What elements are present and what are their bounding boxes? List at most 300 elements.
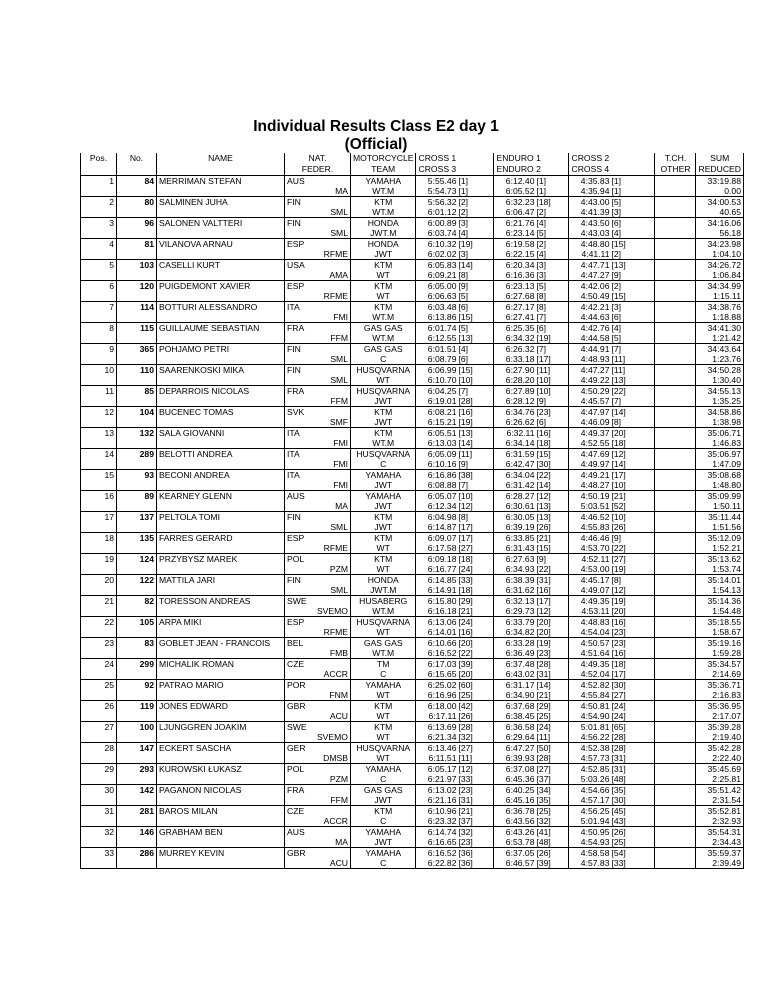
cross3-cell: [416, 858, 494, 869]
page-title: Individual Results Class E2 day 1: [253, 118, 499, 135]
cross4-time: 4:44.63: [580, 312, 610, 322]
enduro2-time: 6:45.16: [505, 795, 535, 805]
cross4-rank: [22]: [611, 543, 626, 553]
enduro1-rank: [1]: [536, 176, 547, 186]
tch-cell: [655, 197, 696, 208]
enduro2-rank: [25]: [536, 711, 551, 721]
cross3-time: 6:23.32: [427, 816, 457, 826]
cross3-time: 6:21.16: [427, 795, 457, 805]
enduro1-cell: [494, 176, 569, 187]
enduro2-cell: [494, 711, 569, 722]
federation: MA: [335, 501, 348, 511]
team-cell: [351, 417, 416, 428]
position: 22: [104, 617, 114, 627]
cross4-cell: [569, 564, 655, 575]
cross2-rank: [45]: [611, 806, 626, 816]
cross2-rank: [6]: [611, 218, 622, 228]
reduced-time: 1:51.56: [712, 522, 741, 532]
sum-time: 35:59.37: [707, 848, 741, 858]
team: JWT: [374, 501, 393, 511]
name-cell-2: [157, 690, 285, 701]
cross1-time: 6:04.98: [427, 512, 457, 522]
cross4-rank: [30]: [611, 795, 626, 805]
sum-cell: [696, 323, 744, 334]
name-cell-2: [157, 816, 285, 827]
enduro1-rank: [20]: [536, 617, 551, 627]
cross2-rank: [26]: [611, 827, 626, 837]
rider-number: 115: [140, 323, 154, 333]
enduro2-rank: [13]: [536, 501, 551, 511]
name-cell-2: [157, 312, 285, 323]
rider-number: 96: [144, 218, 154, 228]
cross2-cell: [569, 554, 655, 565]
motorcycle-cell: [351, 344, 416, 355]
cross4-rank: [31]: [611, 753, 626, 763]
rider-name: MERRIMAN STEFAN: [159, 176, 242, 186]
enduro1-time: 6:37.08: [505, 764, 535, 774]
enduro1-rank: [14]: [536, 680, 551, 690]
team-cell: [351, 795, 416, 806]
tch-cell: [655, 491, 696, 502]
cross4-rank: [4]: [611, 228, 622, 238]
motorcycle: KTM: [374, 722, 393, 732]
motorcycle: HONDA: [367, 575, 399, 585]
cross2-time: 4:50.81: [580, 701, 610, 711]
cross3-time: 6:19.01: [427, 396, 457, 406]
enduro1-rank: [6]: [536, 323, 547, 333]
rider-number: 82: [144, 596, 154, 606]
enduro2-cell: [494, 312, 569, 323]
cross3-rank: [15]: [458, 312, 473, 322]
name-cell-2: [157, 627, 285, 638]
motorcycle-cell: [351, 407, 416, 418]
cross4-cell: [569, 816, 655, 827]
cross4-time: 4:47.27: [580, 270, 610, 280]
enduro1-time: 6:27.63: [505, 554, 535, 564]
cross3-time: 6:21.34: [427, 732, 457, 742]
enduro1-time: 6:31.17: [505, 680, 535, 690]
sum-time: 35:54.31: [707, 827, 741, 837]
cross2-rank: [18]: [611, 659, 626, 669]
name-cell: [157, 323, 285, 334]
cross4-rank: [33]: [611, 858, 626, 868]
rider-name: MURREY KEVIN: [159, 848, 225, 858]
position-cell: [81, 365, 117, 376]
cross3-cell: [416, 711, 494, 722]
federation: SML: [330, 228, 348, 238]
rider-number: 137: [139, 512, 154, 522]
number-cell: [117, 218, 157, 229]
motorcycle-cell: [351, 659, 416, 670]
federation: SML: [330, 585, 348, 595]
name-cell: [157, 659, 285, 670]
position-cell: [81, 785, 117, 796]
enduro2-time: 6:31.42: [505, 480, 535, 490]
sum-cell: [696, 281, 744, 292]
position-cell: [81, 302, 117, 313]
motorcycle: YAMAHA: [365, 470, 402, 480]
name-cell-2: [157, 480, 285, 491]
enduro2-rank: [1]: [536, 186, 547, 196]
enduro2-rank: [12]: [536, 606, 551, 616]
cross3-cell: [416, 207, 494, 218]
position-cell: [81, 701, 117, 712]
federation-cell: [285, 585, 351, 596]
table-row-second-line: [81, 291, 744, 302]
reduced-cell: [696, 228, 744, 239]
position-cell-2: [81, 417, 117, 428]
cross2-cell: [569, 743, 655, 754]
position: 30: [104, 785, 114, 795]
cross2-rank: [24]: [611, 701, 626, 711]
position: 15: [104, 470, 114, 480]
enduro1-cell: [494, 554, 569, 565]
team: WT.M: [372, 312, 395, 322]
cross1-rank: [20]: [458, 638, 473, 648]
rider-name: PELTOLA TOMI: [159, 512, 220, 522]
cross1-rank: [38]: [458, 470, 473, 480]
cross2-rank: [4]: [611, 323, 622, 333]
enduro2-cell: [494, 669, 569, 680]
nation: FRA: [287, 785, 305, 795]
cross3-cell: [416, 291, 494, 302]
team: JWT: [374, 417, 393, 427]
cross4-cell: [569, 669, 655, 680]
cross2-time: 4:43.00: [580, 197, 610, 207]
tch-cell-2: [655, 774, 696, 785]
reduced-cell: [696, 732, 744, 743]
sum-time: 35:42.28: [707, 743, 741, 753]
cross4-cell: [569, 585, 655, 596]
number-cell-2: [117, 543, 157, 554]
cross2-time: 4:50.57: [580, 638, 610, 648]
enduro2-time: 6:06.47: [505, 207, 535, 217]
cross1-time: 6:05.09: [427, 449, 457, 459]
motorcycle-cell: [351, 743, 416, 754]
rider-name: MATTILA JARI: [159, 575, 216, 585]
cross4-cell: [569, 291, 655, 302]
motorcycle: HONDA: [367, 239, 399, 249]
sum-cell: [696, 680, 744, 691]
cross1-rank: [4]: [458, 344, 469, 354]
sum-time: 35:12.09: [707, 533, 741, 543]
position: 5: [109, 260, 114, 270]
rider-number: 114: [140, 302, 154, 312]
cross4-time: 4:43.03: [580, 228, 610, 238]
cross3-cell: [416, 480, 494, 491]
enduro1-cell: [494, 449, 569, 460]
reduced-cell: [696, 459, 744, 470]
sum-cell: [696, 659, 744, 670]
position-cell: [81, 743, 117, 754]
cross1-rank: [7]: [458, 386, 469, 396]
sum-time: 35:06.71: [707, 428, 741, 438]
enduro2-cell: [494, 564, 569, 575]
table-row-second-line: [81, 459, 744, 470]
federation: FFM: [330, 795, 348, 805]
name-cell-2: [157, 354, 285, 365]
motorcycle: KTM: [374, 806, 393, 816]
reduced-time: 1:48.80: [712, 480, 741, 490]
enduro1-time: 6:20.34: [505, 260, 535, 270]
cross4-cell: [569, 228, 655, 239]
cross1-rank: [60]: [458, 680, 473, 690]
sum-time: 35:14.36: [707, 596, 741, 606]
cross4-rank: [23]: [611, 627, 626, 637]
enduro2-rank: [9]: [536, 396, 547, 406]
sum-cell: [696, 617, 744, 628]
sum-cell: [696, 470, 744, 481]
cross3-cell: [416, 228, 494, 239]
number-cell-2: [117, 459, 157, 470]
enduro2-time: 6:22.15: [505, 249, 535, 259]
position: 23: [104, 638, 114, 648]
table-row: [81, 596, 744, 607]
cross1-rank: [42]: [458, 701, 473, 711]
number-cell: [117, 491, 157, 502]
table-row: [81, 659, 744, 670]
cross4-time: 4:54.93: [580, 837, 610, 847]
sum-cell: [696, 449, 744, 460]
reduced-cell: [696, 795, 744, 806]
table-row-second-line: [81, 606, 744, 617]
federation-cell: [285, 711, 351, 722]
cross1-cell: [416, 722, 494, 733]
nation-cell: [285, 386, 351, 397]
team: WT.M: [372, 207, 395, 217]
table-row: [81, 743, 744, 754]
team: WT.M: [372, 186, 395, 196]
cross3-rank: [5]: [458, 291, 469, 301]
cross4-rank: [3]: [611, 207, 622, 217]
nation-cell: [285, 806, 351, 817]
motorcycle: YAMAHA: [365, 848, 402, 858]
number-cell: [117, 806, 157, 817]
federation: SVEMO: [316, 732, 348, 742]
tch-cell: [655, 722, 696, 733]
cross2-time: 4:35.83: [580, 176, 610, 186]
cross4-time: 4:57.73: [580, 753, 610, 763]
enduro2-rank: [21]: [536, 690, 551, 700]
federation: RFME: [323, 627, 348, 637]
reduced-cell: [696, 564, 744, 575]
number-cell: [117, 365, 157, 376]
enduro2-rank: [2]: [536, 207, 547, 217]
rider-number: 103: [139, 260, 154, 270]
federation: ACCR: [323, 816, 348, 826]
team: WT: [376, 270, 390, 280]
cross2-rank: [31]: [611, 764, 626, 774]
tch-cell: [655, 323, 696, 334]
reduced-time: 2:17.07: [712, 711, 741, 721]
enduro2-rank: [22]: [536, 564, 551, 574]
tch-cell-2: [655, 732, 696, 743]
number-cell-2: [117, 291, 157, 302]
team-cell: [351, 270, 416, 281]
position-cell-2: [81, 753, 117, 764]
cross3-cell: [416, 501, 494, 512]
motorcycle-cell: [351, 281, 416, 292]
cross3-cell: [416, 606, 494, 617]
sum-cell: [696, 365, 744, 376]
enduro1-cell: [494, 239, 569, 250]
position: 1: [109, 176, 114, 186]
enduro1-cell: [494, 407, 569, 418]
table-row: [81, 407, 744, 418]
reduced-time: 1:23.76: [712, 354, 741, 364]
cross3-time: 6:14.91: [427, 585, 457, 595]
tch-cell-2: [655, 669, 696, 680]
cross1-time: 6:04.25: [427, 386, 457, 396]
enduro1-rank: [18]: [536, 197, 551, 207]
enduro1-cell: [494, 785, 569, 796]
table-row-second-line: [81, 627, 744, 638]
cross2-cell: [569, 323, 655, 334]
rider-number: 147: [139, 743, 154, 753]
cross3-rank: [18]: [458, 585, 473, 595]
reduced-cell: [696, 249, 744, 260]
motorcycle-cell: [351, 596, 416, 607]
cross4-cell: [569, 207, 655, 218]
position: 6: [109, 281, 114, 291]
enduro2-rank: [20]: [536, 627, 551, 637]
name-cell: [157, 281, 285, 292]
position: 20: [104, 575, 114, 585]
enduro1-cell: [494, 638, 569, 649]
reduced-time: 2:32.93: [712, 816, 741, 826]
sum-time: 34:16.06: [707, 218, 741, 228]
cross2-time: 4:52.11: [581, 554, 610, 564]
federation: FFM: [330, 396, 348, 406]
cross4-rank: [27]: [611, 690, 626, 700]
federation-cell: [285, 249, 351, 260]
cross1-cell: [416, 218, 494, 229]
nation: ESP: [287, 533, 305, 543]
enduro1-time: 6:33.79: [505, 617, 535, 627]
cross1-rank: [15]: [458, 365, 473, 375]
name-cell: [157, 827, 285, 838]
position-cell-2: [81, 690, 117, 701]
position-cell-2: [81, 312, 117, 323]
position: 29: [104, 764, 114, 774]
cross3-time: 6:08.88: [427, 480, 457, 490]
federation-cell: [285, 438, 351, 449]
table-row-second-line: [81, 585, 744, 596]
table-row: [81, 428, 744, 439]
enduro1-rank: [2]: [536, 239, 547, 249]
cross4-rank: [9]: [611, 270, 622, 280]
federation: AMA: [329, 270, 348, 280]
cross2-rank: [9]: [611, 533, 622, 543]
number-cell: [117, 323, 157, 334]
team-cell: [351, 228, 416, 239]
enduro1-rank: [22]: [536, 470, 551, 480]
table-row: [81, 617, 744, 628]
reduced-cell: [696, 480, 744, 491]
cross3-rank: [16]: [458, 627, 473, 637]
number-cell-2: [117, 816, 157, 827]
enduro2-rank: [19]: [536, 333, 551, 343]
enduro1-rank: [41]: [536, 827, 551, 837]
tch-cell-2: [655, 648, 696, 659]
cross3-rank: [11]: [458, 753, 473, 763]
sum-cell: [696, 848, 744, 859]
cross1-rank: [11]: [458, 449, 473, 459]
cross4-time: 4:55.83: [580, 522, 610, 532]
federation-cell: [285, 627, 351, 638]
number-cell-2: [117, 837, 157, 848]
cross4-rank: [13]: [611, 375, 626, 385]
cross4-time: 4:41.39: [580, 207, 610, 217]
enduro2-time: 6:46.57: [505, 858, 535, 868]
enduro2-time: 6:29.73: [505, 606, 535, 616]
reduced-cell: [696, 291, 744, 302]
enduro2-cell: [494, 207, 569, 218]
cross2-time: 4:52.85: [580, 764, 610, 774]
rider-number: 299: [139, 659, 154, 669]
cross1-rank: [12]: [458, 764, 473, 774]
motorcycle: GAS GAS: [363, 638, 403, 648]
cross1-time: 6:15.80: [427, 596, 457, 606]
cross3-rank: [26]: [458, 711, 473, 721]
federation: PZM: [329, 774, 348, 784]
enduro2-cell: [494, 291, 569, 302]
reduced-time: 1:06.84: [712, 270, 741, 280]
cross2-time: 4:46.52: [580, 512, 610, 522]
cross3-time: 6:22.82: [427, 858, 457, 868]
enduro2-time: 6:31.62: [505, 585, 535, 595]
cross3-rank: [31]: [458, 795, 473, 805]
table-row: [81, 239, 744, 250]
name-cell-2: [157, 333, 285, 344]
name-cell-2: [157, 501, 285, 512]
enduro1-time: 6:32.23: [505, 197, 535, 207]
federation: SML: [330, 375, 348, 385]
cross2-cell: [569, 848, 655, 859]
cross1-rank: [24]: [458, 617, 473, 627]
cross1-rank: [23]: [458, 785, 473, 795]
team-cell: [351, 837, 416, 848]
federation-cell: [285, 270, 351, 281]
enduro2-cell: [494, 375, 569, 386]
name-cell-2: [157, 753, 285, 764]
team-cell: [351, 690, 416, 701]
cross3-cell: [416, 774, 494, 785]
cross2-cell: [569, 260, 655, 271]
position-cell-2: [81, 585, 117, 596]
tch-cell: [655, 806, 696, 817]
cross4-time: 4:46.09: [580, 417, 610, 427]
federation-cell: [285, 837, 351, 848]
cross4-rank: [26]: [611, 522, 626, 532]
col-no-header: No.: [117, 153, 157, 176]
cross1-rank: [28]: [458, 722, 473, 732]
table-row-second-line: [81, 690, 744, 701]
cross2-cell: [569, 575, 655, 586]
enduro2-cell: [494, 795, 569, 806]
federation-cell: [285, 564, 351, 575]
name-cell-2: [157, 795, 285, 806]
team-cell: [351, 753, 416, 764]
table-row-second-line: [81, 417, 744, 428]
enduro1-rank: [34]: [536, 785, 551, 795]
number-cell: [117, 281, 157, 292]
name-cell: [157, 743, 285, 754]
cross1-rank: [9]: [458, 281, 469, 291]
nation-cell: [285, 575, 351, 586]
enduro2-time: 6:28.20: [505, 375, 535, 385]
sum-time: 35:08.68: [707, 470, 741, 480]
